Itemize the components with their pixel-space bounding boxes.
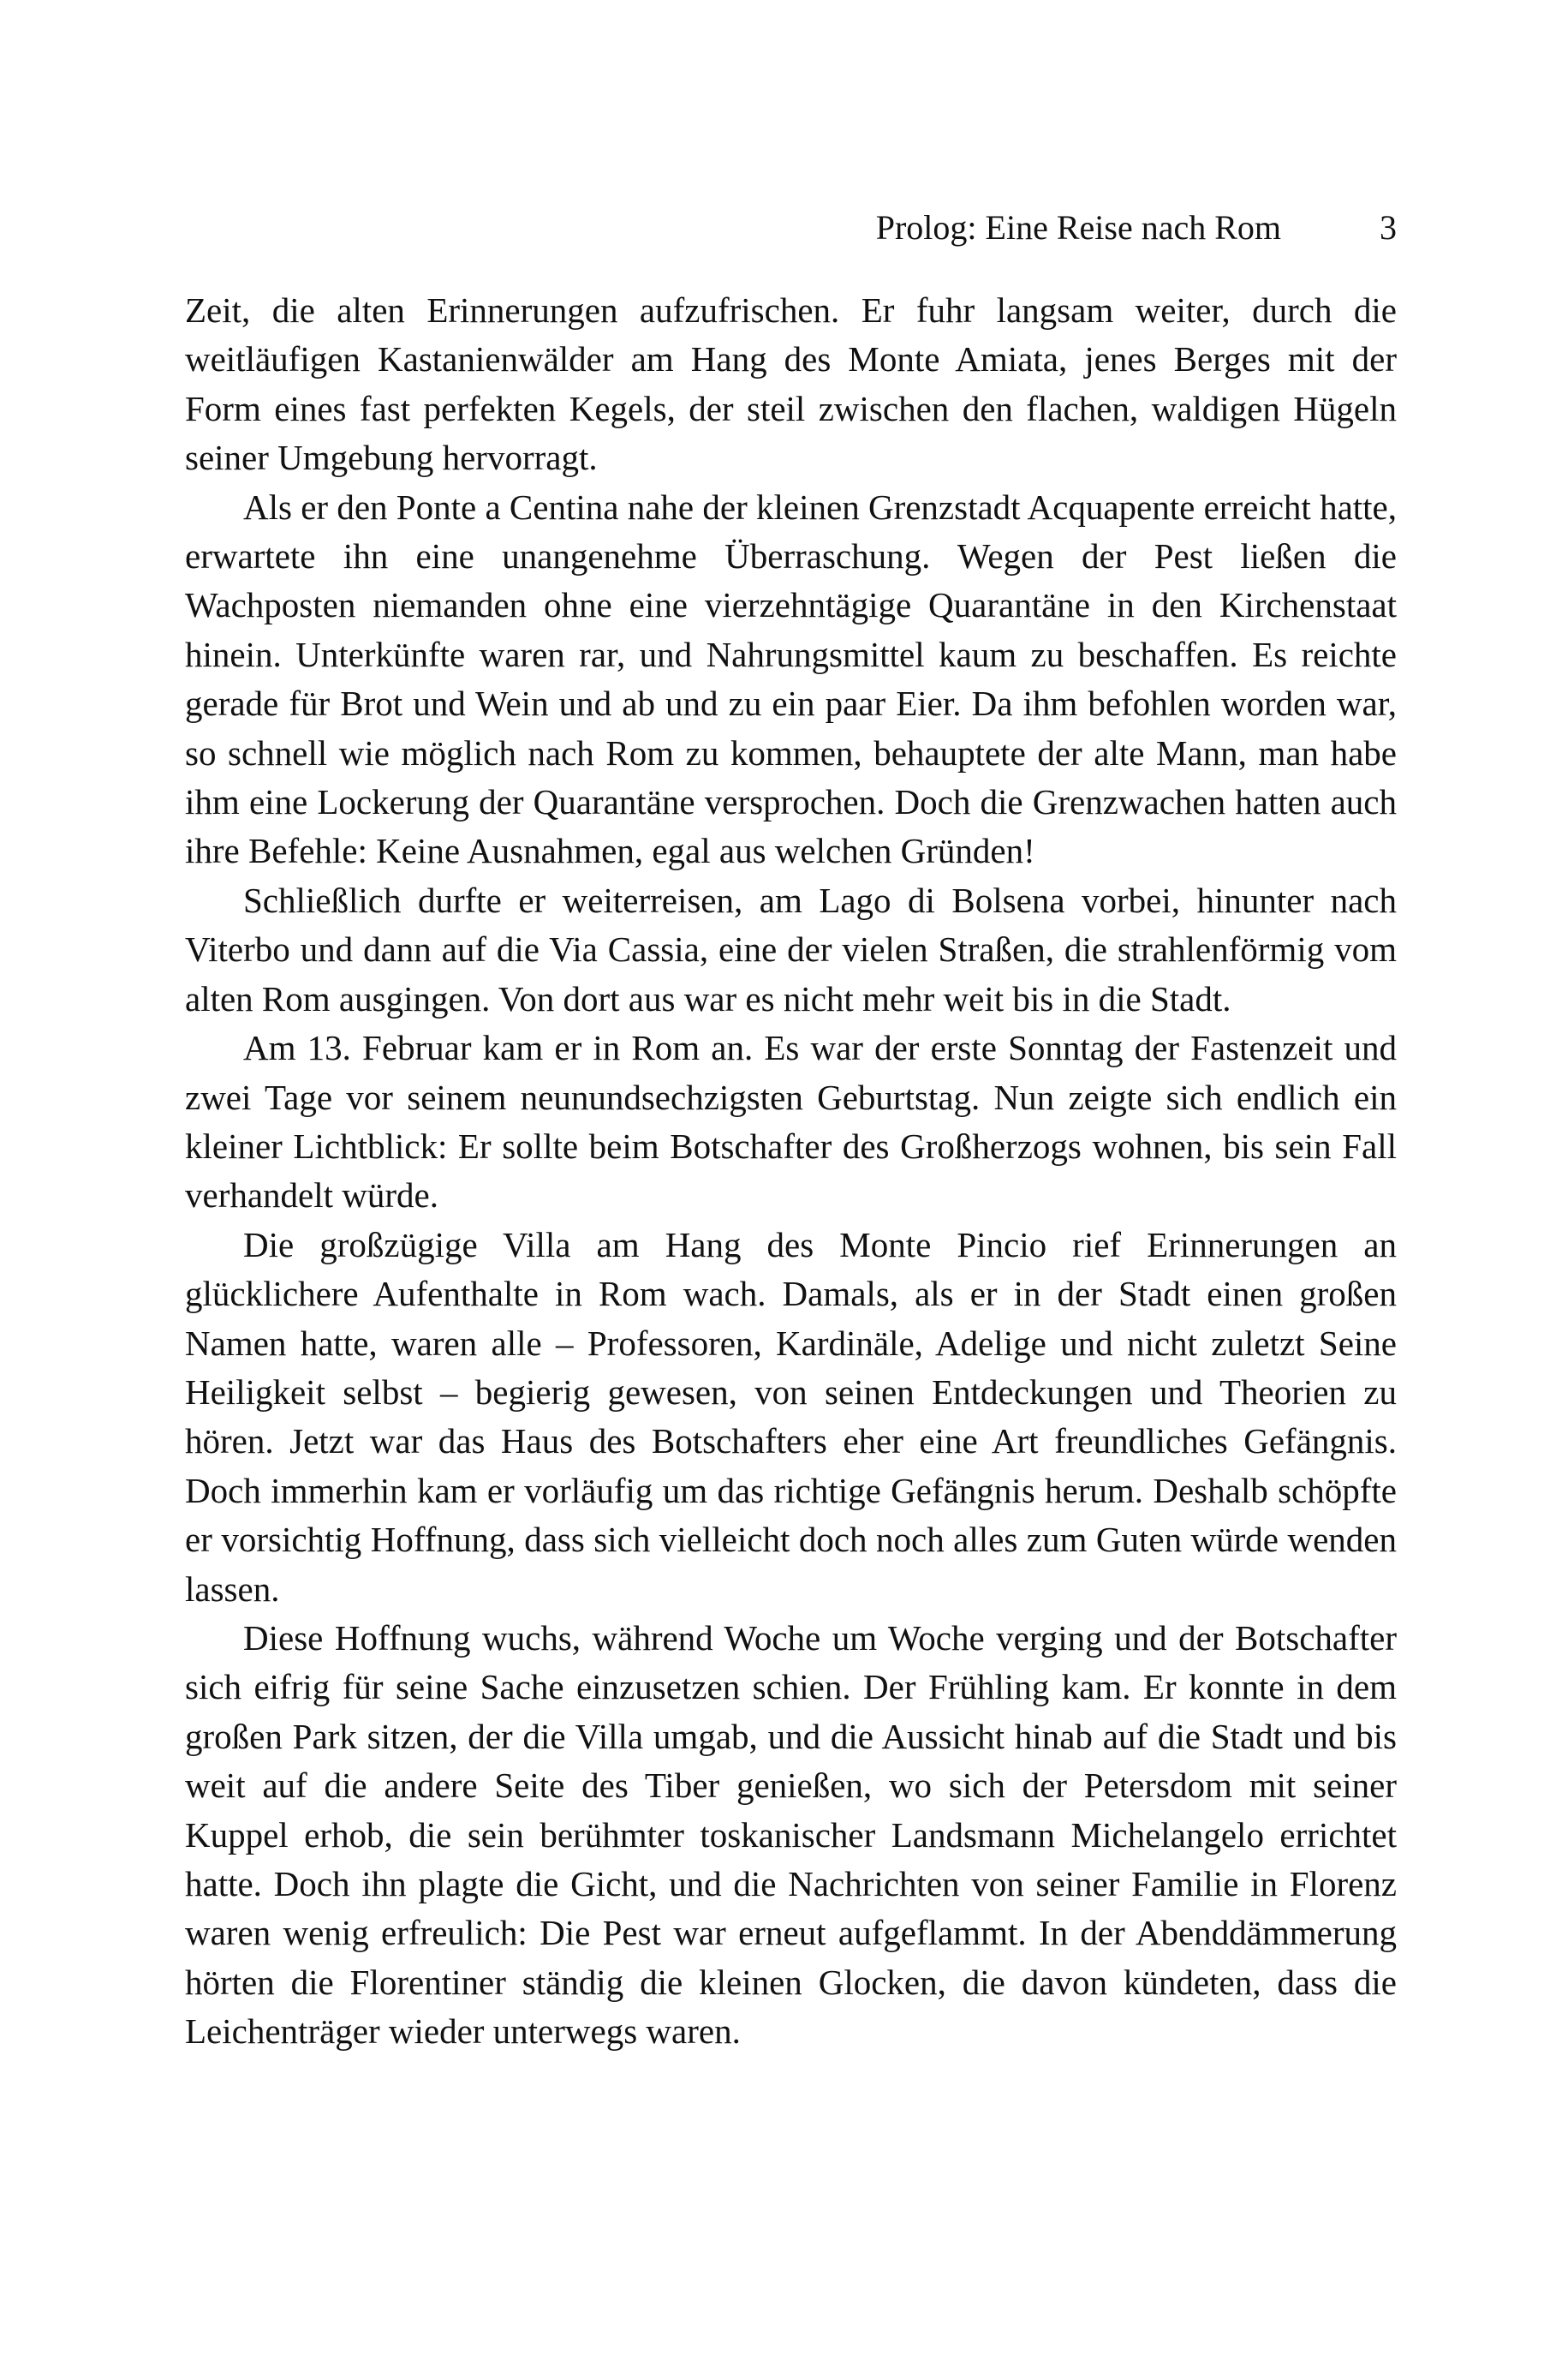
paragraph: Die großzügige Villa am Hang des Monte Pincio rief Erinnerungen an glücklichere Aufenthalte in Rom wach. Damals, als er in der Stadt einen großen Namen hatte, waren alle – Professoren, Kardinäle, Adelige und nicht zuletzt Seine Heiligkeit selbst – begierig gewesen, von seinen Entdeckungen und Theorien zu hören. Jetzt war das Haus des Botschafters eher eine Art freundliches Gefängnis. Doch immerhin kam er vorläufig um das richtige Gefängnis herum. Deshalb schöpfte er vorsichtig Hoffnung, dass sich vielleicht doch noch alles zum Guten würde wenden lassen.: [185, 1224, 1397, 1609]
running-title: Prolog: Eine Reise nach Rom: [875, 208, 1281, 247]
body-text: [185, 286, 1397, 2057]
page-number: 3: [1380, 208, 1397, 247]
paragraph: Am 13. Februar kam er in Rom an. Es war der erste Sonntag der Fastenzeit und zwei Tage vor seinem neunundsechzigsten Geburtstag. Nun zeigte sich endlich ein kleiner Lichtblick: Er sollte beim Botschafter des Großherzogs wohnen, bis sein Fall verhandelt würde.: [185, 1028, 1397, 1216]
paragraph: Zeit, die alten Erinnerungen aufzufrischen. Er fuhr langsam weiter, durch die weitläufigen Kastanienwälder am Hang des Monte Amiata, jenes Berges mit der Form eines fast perfekten Kegels, der steil zwischen den flachen, waldigen Hügeln seiner Umgebung hervorragt.: [185, 290, 1397, 478]
running-head: [185, 202, 1397, 254]
paragraph: Als er den Ponte a Centina nahe der kleinen Grenzstadt Acquapente erreicht hatte, erwartete ihn eine unangenehme Überraschung. Wegen der Pest ließen die Wachposten niemanden ohne eine vierzehntägige Quarantäne in den Kirchenstaat hinein. Unterkünfte waren rar, und Nahrungsmittel kaum zu beschaffen. Es reichte gerade für Brot und Wein und ab und zu ein paar Eier. Da ihm befohlen worden war, so schnell wie möglich nach Rom zu kommen, behauptete der alte Mann, man habe ihm eine Lockerung der Quarantäne versprochen. Doch die Grenzwachen hatten auch ihre Befehle: Keine Ausnahmen, egal aus welchen Gründen!: [185, 487, 1397, 871]
paragraph: Diese Hoffnung wuchs, während Woche um Woche verging und der Botschafter sich eifrig für seine Sache einzusetzen schien. Der Frühling kam. Er konnte in dem großen Park sitzen, der die Villa umgab, und die Aussicht hinab auf die Stadt und bis weit auf die andere Seite des Tiber genießen, wo sich der Petersdom mit seiner Kuppel erhob, die sein berühmter toskanischer Landsmann Michelangelo errichtet hatte. Doch ihn plagte die Gicht, und die Nachrichten von seiner Familie in Florenz waren wenig erfreulich: Die Pest war erneut aufgeflammt. In der Abenddämmerung hörten die Florentiner ständig die kleinen Glocken, die davon kündeten, dass die Leichenträger wieder unterwegs waren.: [185, 1617, 1397, 2052]
paragraph: Schließlich durfte er weiterreisen, am Lago di Bolsena vorbei, hinunter nach Viterbo und dann auf die Via Cassia, eine der vielen Straßen, die strahlenförmig vom alten Rom ausgingen. Von dort aus war es nicht mehr weit bis in die Stadt.: [185, 880, 1397, 1019]
